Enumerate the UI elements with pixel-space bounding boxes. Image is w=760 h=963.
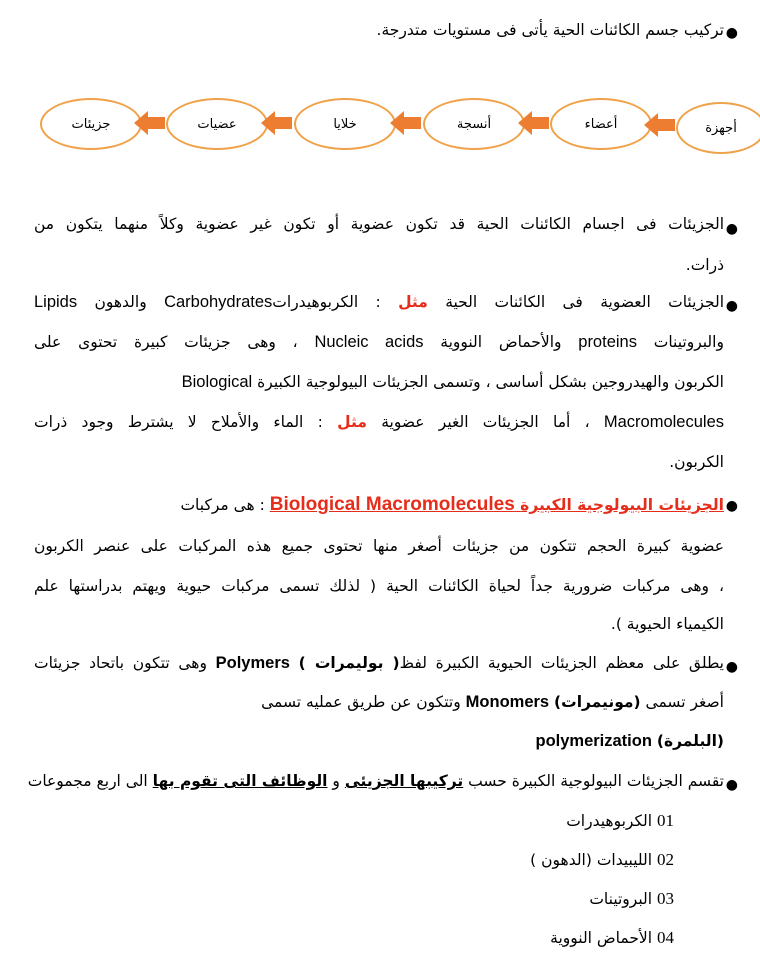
bullet-dot: ● xyxy=(725,777,738,793)
level-tissues: أنسجة xyxy=(423,98,525,150)
para3-line4: الكيمياء الحيوية ). xyxy=(610,615,724,633)
left-arrow-icon xyxy=(261,110,293,136)
section-title: الجزيئات البيولوجية الكبيرة Biological Macromolecules xyxy=(269,494,724,515)
intro-text: تركيب جسم الكائنات الحية يأتى فى مستويات متدرجة. xyxy=(376,21,724,39)
bullet-dot: ● xyxy=(725,221,738,237)
para2-line4: Macromolecules ، أما الجزيئات الغير عضوية مثل : الماء والأملاح لا يشترط وجود ذرات xyxy=(34,413,724,431)
level-organs: أعضاء xyxy=(550,98,652,150)
para5-line1: تقسم الجزيئات البيولوجية الكبيرة حسب تركيبها الجزيئى و الوظائف التى تقوم بها الى اربع مجموعات xyxy=(27,772,724,790)
bullet-dot: ● xyxy=(725,25,738,41)
group-item: 03 البروتينات xyxy=(589,889,674,908)
para4-line3: (البلمرة) polymerization xyxy=(535,732,724,750)
para3-line3: ، وهى مركبات ضرورية جداً لحياة الكائنات الحية ( لذلك تسمى مركبات حيوية ويهتم بدراستها علم xyxy=(34,577,724,595)
para4-line1: يطلق على معظم الجزيئات الحيوية الكبيرة لفظ( بوليمرات ) Polymers وهى تتكون باتحاد جزيئات xyxy=(34,654,724,672)
para2-line1: الجزيئات العضوية فى الكائنات الحية مثل : الكربوهيدراتCarbohydrates والدهون Lipids xyxy=(34,293,725,311)
para1-line1: الجزيئات فى اجسام الكائنات الحية قد تكون عضوية أو تكون غير عضوية وكلاً منهما يتكون من xyxy=(34,215,724,233)
left-arrow-icon xyxy=(644,112,676,138)
level-organelles: عضيات xyxy=(166,98,268,150)
para3-line1: الجزيئات البيولوجية الكبيرة Biological Macromolecules : هى مركبات xyxy=(180,494,724,515)
para4-line2: أصغر تسمى (مونيمرات) Monomers وتتكون عن طريق عمليه تسمى xyxy=(261,693,724,711)
para2-line2: والبروتينات proteins والأحماض النووية Nucleic acids ، وهى جزيئات كبيرة تحتوى على xyxy=(34,333,724,351)
left-arrow-icon xyxy=(390,110,422,136)
level-systems: أجهزة xyxy=(676,102,760,154)
group-item: 02 الليبيدات (الدهون ) xyxy=(530,850,674,869)
group-item: 01 الكربوهيدرات xyxy=(566,811,674,830)
left-arrow-icon xyxy=(518,110,550,136)
para1-line2: ذرات. xyxy=(685,256,724,274)
bullet-dot: ● xyxy=(725,659,738,675)
bullet-dot: ● xyxy=(725,298,738,314)
para3-line2: عضوية كبيرة الحجم تتكون من جزيئات أصغر منها تحتوى جميع هذه المركبات على عنصر الكربون xyxy=(34,537,724,555)
para2-line5: الكربون. xyxy=(669,453,724,471)
left-arrow-icon xyxy=(134,110,166,136)
level-molecules: جزيئات xyxy=(40,98,142,150)
bullet-dot: ● xyxy=(725,498,738,514)
level-cells: خلايا xyxy=(294,98,396,150)
group-item: 04 الأحماض النووية xyxy=(550,928,674,947)
para2-line3: الكربون والهيدروجين بشكل أساسى ، وتسمى الجزيئات البيولوجية الكبيرة Biological xyxy=(181,373,724,391)
